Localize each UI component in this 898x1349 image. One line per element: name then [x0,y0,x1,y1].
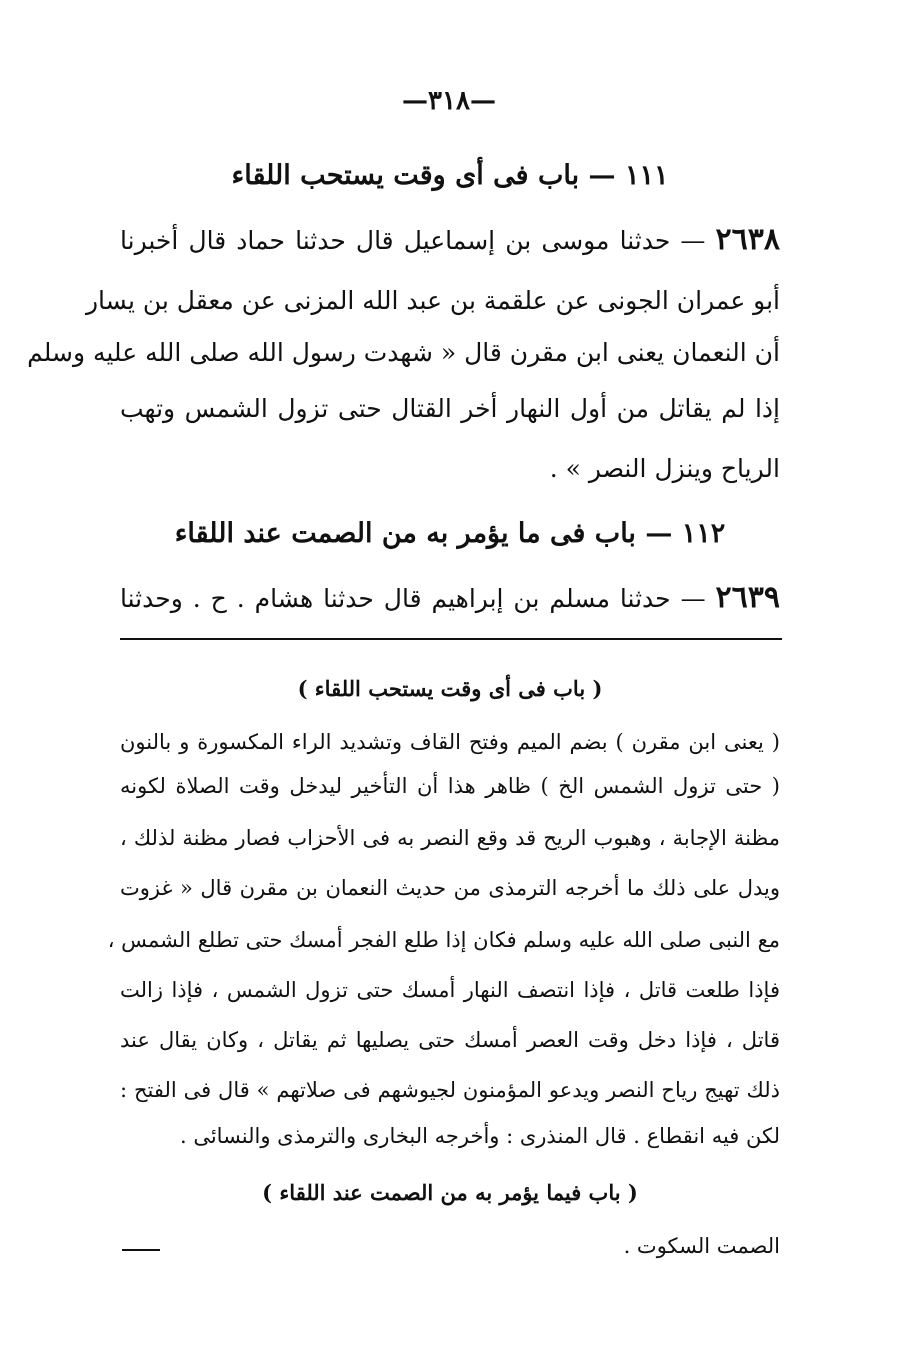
hadith-number-2638: ٢٦٣٨ [715,222,780,257]
commentary-line-7: قاتل ، فإذا دخل وقت العصر أمسك حتى يصليها ثم يقاتل ، وكان يقال عند [120,1028,780,1052]
commentary-line-2: ( حتى تزول الشمس الخ ) ظاهر هذا أن التأخير ليدخل وقت الصلاة لكونه [120,774,780,798]
hadith-2638-text-1: — حدثنا موسى بن إسماعيل قال حدثنا حماد قال أخبرنا [120,226,706,255]
hadith-2638-line-5: الرياح وينزل النصر » . [549,454,780,483]
commentary-heading-2: ( باب فيما يؤمر به من الصمت عند اللقاء ) [262,1180,638,1205]
hadith-2639-text: — حدثنا مسلم بن إبراهيم قال حدثنا هشام . ح . وحدثنا [120,584,706,613]
page-number: —٣١٨— [402,86,496,116]
commentary-line-8: ذلك تهيج رياح النصر ويدعو المؤمنون لجيوشهم فى صلاتهم » قال فى الفتح : [120,1078,780,1102]
hadith-2639-line-1 [120,580,780,615]
commentary-last-line: الصمت السكوت . [623,1234,780,1258]
hadith-number-2639: ٢٦٣٩ [715,580,780,615]
chapter-heading-112: ١١٢ — باب فى ما يؤمر به من الصمت عند اللقاء [174,518,726,549]
chapter-heading-111: ١١١ — باب فى أى وقت يستحب اللقاء [231,160,669,191]
commentary-heading-1: ( باب فى أى وقت يستحب اللقاء ) [297,676,603,701]
hadith-2638-line-2: أبو عمران الجونى عن علقمة بن عبد الله المزنى عن معقل بن يسار [85,286,780,315]
commentary-line-6: فإذا طلعت قاتل ، فإذا انتصف النهار أمسك حتى تزول الشمس ، فإذا زالت [120,978,780,1002]
hadith-2638-line-1 [120,222,780,257]
closing-dash [122,1249,160,1251]
commentary-line-5: مع النبى صلى الله عليه وسلم فكان إذا طلع الفجر أمسك حتى تطلع الشمس ، [107,928,780,952]
commentary-line-3: مظنة الإجابة ، وهبوب الريح قد وقع النصر به فى الأحزاب فصار مظنة لذلك ، [120,826,780,850]
hadith-2638-line-4: إذا لم يقاتل من أول النهار أخر القتال حتى تزول الشمس وتهب [120,394,780,423]
commentary-line-1: ( يعنى ابن مقرن ) بضم الميم وفتح القاف وتشديد الراء المكسورة و بالنون [120,730,780,754]
footnote-divider [120,638,782,640]
commentary-line-9: لكن فيه انقطاع . قال المنذرى : وأخرجه البخارى والترمذى والنسائى . [179,1124,780,1148]
commentary-line-4: ويدل على ذلك ما أخرجه الترمذى من حديث النعمان بن مقرن قال « غزوت [120,876,780,900]
hadith-2638-line-3: أن النعمان يعنى ابن مقرن قال « شهدت رسول الله صلى الله عليه وسلم [27,338,780,367]
